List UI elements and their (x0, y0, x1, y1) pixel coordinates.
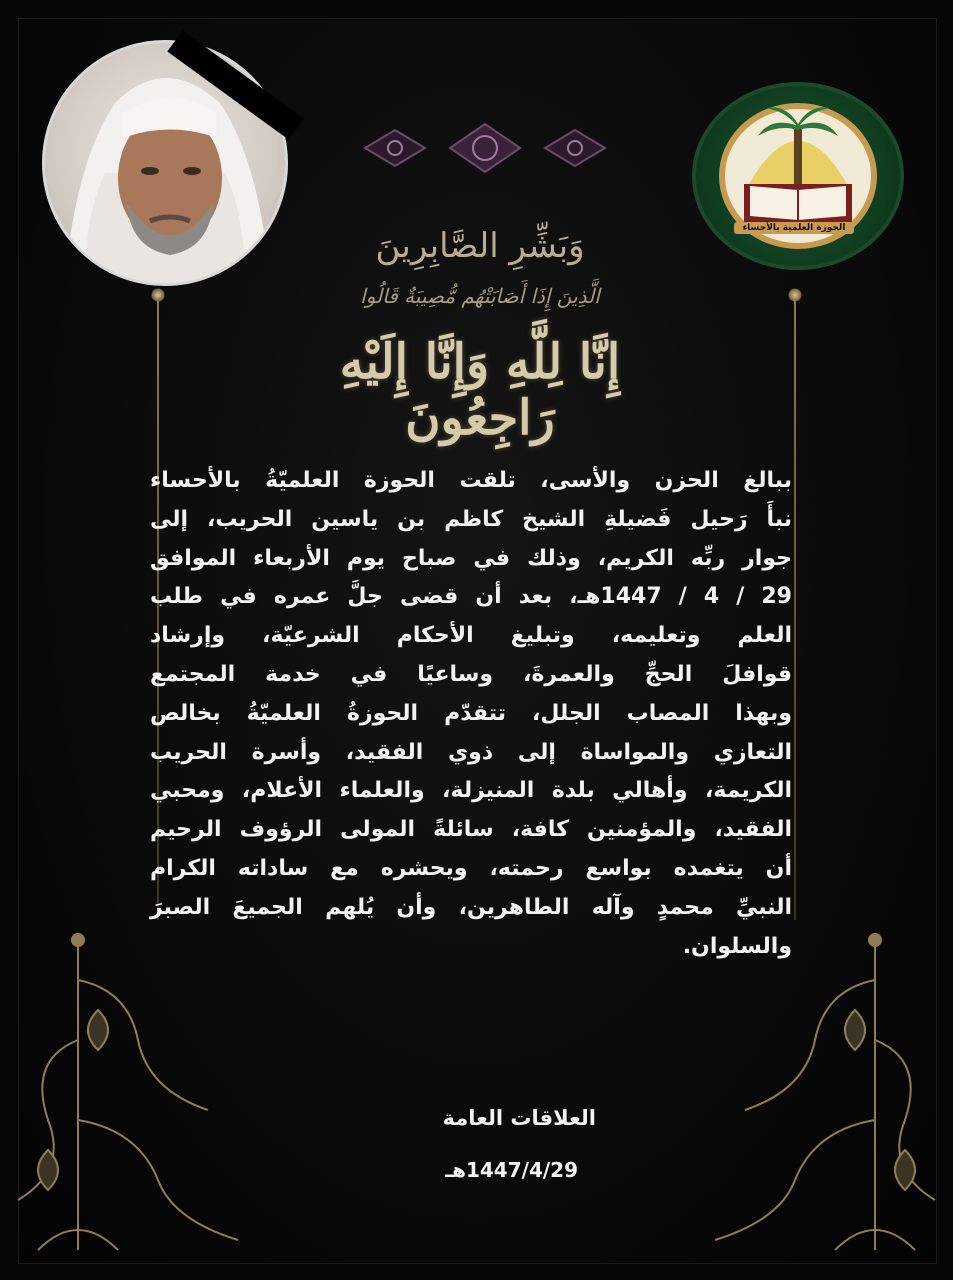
deceased-portrait (42, 40, 288, 286)
announcement-line: أن يتغمده بواسع رحمته، ويحشره مع ساداته الكرام (150, 855, 792, 881)
announcement-line: الكريمة، وأهالي بلدة المنيزلة، والعلماء الأعلام، ومحبي (150, 778, 792, 804)
logo-caption: الحوزة العلمية بالأحساء (734, 222, 854, 234)
announcement-line: النبيِّ محمدٍ وآله الطاهرين، وأن يُلهم الجميعَ الصبرَ (150, 894, 792, 920)
announcement-body (150, 462, 792, 966)
quran-verse-line-1: وَبَشِّرِ الصَّابِرِينَ (375, 226, 585, 266)
announcement-line: والسلوان. (682, 933, 792, 959)
announcement-line: العلم وتعليمه، وتبليغ الأحكام الشرعيّة، وإرشاد (150, 623, 792, 649)
signature: العلاقات العامة (442, 1106, 596, 1130)
announcement-line: الفقيد، والمؤمنين كافة، سائلةً المولى الرؤوف الرحيم (150, 817, 792, 843)
announcement-line: جوار ربِّه الكريم، وذلك في صباح يوم الأربعاء الموافق (150, 545, 792, 571)
corner-ornament-right (695, 920, 945, 1260)
announcement-line: 29 / 4 / 1447هـ، بعد أن قضى جلَّ عمره في طلب (150, 584, 792, 610)
announcement-line: التعازي والمواساة إلى ذوي الفقيد، وأسرة الحريب (150, 739, 792, 765)
frame-line-right (794, 300, 796, 920)
hawza-logo (692, 82, 904, 270)
announcement-line: نبأَ رَحيل فَضيلةِ الشيخ كاظم بن ياسين الحريب، إلى (150, 506, 792, 532)
corner-ornament-left (8, 920, 258, 1260)
date: 1447/4/29هـ (445, 1158, 578, 1182)
quran-verse-line-3: إِنَّا لِلَّهِ وَإِنَّا إِلَيْهِ رَاجِعُونَ (339, 334, 621, 446)
top-ornament (355, 118, 615, 178)
announcement-line: وبهذا المصاب الجلل، تتقدّم الحوزةُ العلميّةُ بخالص (150, 700, 792, 726)
quran-verse-line-2: الَّذِينَ إِذَا أَصَابَتْهُم مُّصِيبَةٌ قَالُوا (360, 284, 600, 308)
announcement-line: قوافلَ الحجِّ والعمرةَ، وساعيًا في خدمة المجتمع (150, 661, 792, 687)
announcement-line: ببالغ الحزن والأسى، تلقت الحوزة العلميّةُ بالأحساء (150, 468, 792, 493)
